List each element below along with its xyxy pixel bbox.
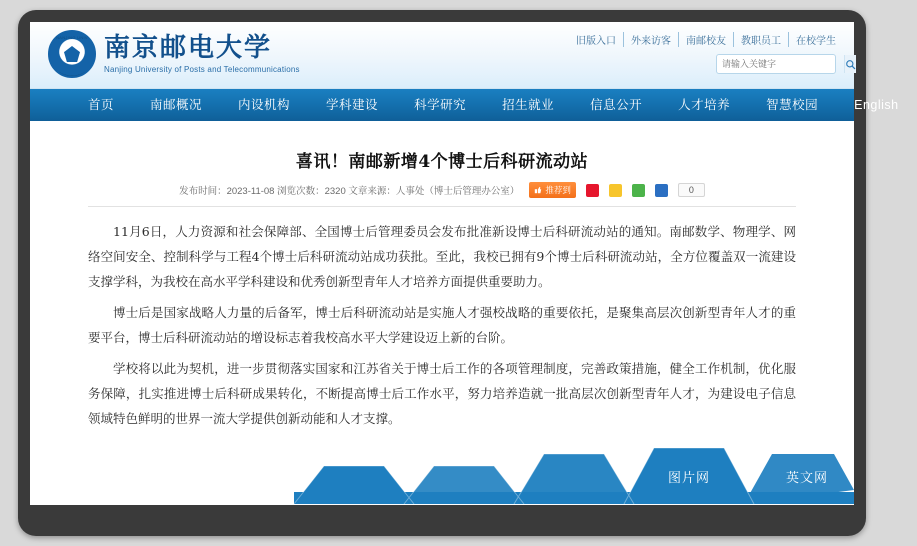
nav-item-admissions[interactable]: 招生就业 <box>502 98 555 112</box>
footer-link-english[interactable]: 英文网 <box>785 471 828 486</box>
top-link-3[interactable]: 教职员工 <box>734 32 789 47</box>
top-link-2[interactable]: 南邮校友 <box>679 32 734 47</box>
wechat-icon[interactable] <box>632 184 645 197</box>
article-paragraph-3: 学校将以此为契机，进一步贯彻落实国家和江苏省关于博士后工作的各项管理制度，完善政策措施，健全工作机制，优化服务保障，扎实推进博士后科研成果转化，不断提高博士后工作水平，努力培养造就一批高层次创新型青年人才，为建设电子信息领域特色鲜明的世界一流大学提供创新动能和人才支撑。 <box>88 361 796 426</box>
site-logo[interactable] <box>48 30 300 78</box>
search-box[interactable] <box>716 54 836 74</box>
logo-text-block <box>104 34 300 75</box>
top-utility-links <box>569 32 836 47</box>
site-header <box>30 22 854 89</box>
logo-title-en: Nanjing University of Posts and Telecommunications <box>104 65 300 75</box>
nav-item-talent[interactable]: 人才培养 <box>678 98 731 112</box>
search-glyph <box>845 59 856 70</box>
share-counter: 0 <box>678 183 705 197</box>
article-meta-row <box>88 182 796 207</box>
nav-item-overview[interactable]: 南邮概况 <box>150 98 203 112</box>
university-seal-icon <box>48 30 96 78</box>
nav-item-research[interactable]: 科学研究 <box>414 98 467 112</box>
seal-top-text: NANJING UNIV <box>56 35 88 40</box>
nav-item-disclosure[interactable]: 信息公开 <box>590 98 643 112</box>
recommend-button[interactable] <box>529 182 576 198</box>
article-paragraph-1: 11月6日，人力资源和社会保障部、全国博士后管理委员会发布批准新设博士后科研流动站的通知。南邮数学、物理学、网络空间安全、控制科学与工程4个博士后科研流动站成功获批。至此，我校已拥有9个博士后科研流动站，全方位覆盖双一流建设支撑学科，为我校在高水平学科建设和优秀创新型青年人才培养方面提供重要助力。 <box>88 224 796 289</box>
nav-item-smart-campus[interactable]: 智慧校园 <box>766 98 819 112</box>
recommend-label: 推荐到 <box>545 185 571 195</box>
nav-item-departments[interactable]: 内设机构 <box>238 98 291 112</box>
thumb-icon <box>534 186 542 194</box>
nav-item-home[interactable]: 首页 <box>88 98 115 112</box>
nav-item-english[interactable]: English <box>854 98 899 112</box>
main-navigation <box>30 89 899 121</box>
top-link-0[interactable]: 旧版入口 <box>569 32 624 47</box>
nav-item-disciplines[interactable]: 学科建设 <box>326 98 379 112</box>
qzone-icon[interactable] <box>609 184 622 197</box>
search-input[interactable] <box>717 59 844 69</box>
browser-viewport <box>30 22 899 504</box>
hex-pattern <box>294 448 854 504</box>
page-title: 喜讯！南邮新增4个博士后科研流动站 <box>295 152 589 172</box>
search-icon[interactable] <box>844 55 856 73</box>
top-link-4[interactable]: 在校学生 <box>796 36 836 47</box>
footer-link-photo[interactable]: 图片网 <box>667 471 710 486</box>
renren-icon[interactable] <box>655 184 668 197</box>
logo-title-cn: 南京邮电大学 <box>104 32 273 63</box>
article-paragraph-2: 博士后是国家战略人力量的后备军，博士后科研流动站是实施人才强校战略的重要依托，是聚集高层次创新型青年人才的重要平台，博士后科研流动站的增设标志着我校高水平大学建设迈上新的台阶。 <box>88 305 796 345</box>
top-link-1[interactable]: 外来访客 <box>624 32 679 47</box>
site-footer <box>30 448 854 504</box>
footer-hex-band <box>294 448 854 504</box>
article-meta-text: 发布时间：2023-11-08 浏览次数：2320 文章来源：人事处（博士后管理办公室） <box>179 186 520 197</box>
weibo-icon[interactable] <box>586 184 599 197</box>
